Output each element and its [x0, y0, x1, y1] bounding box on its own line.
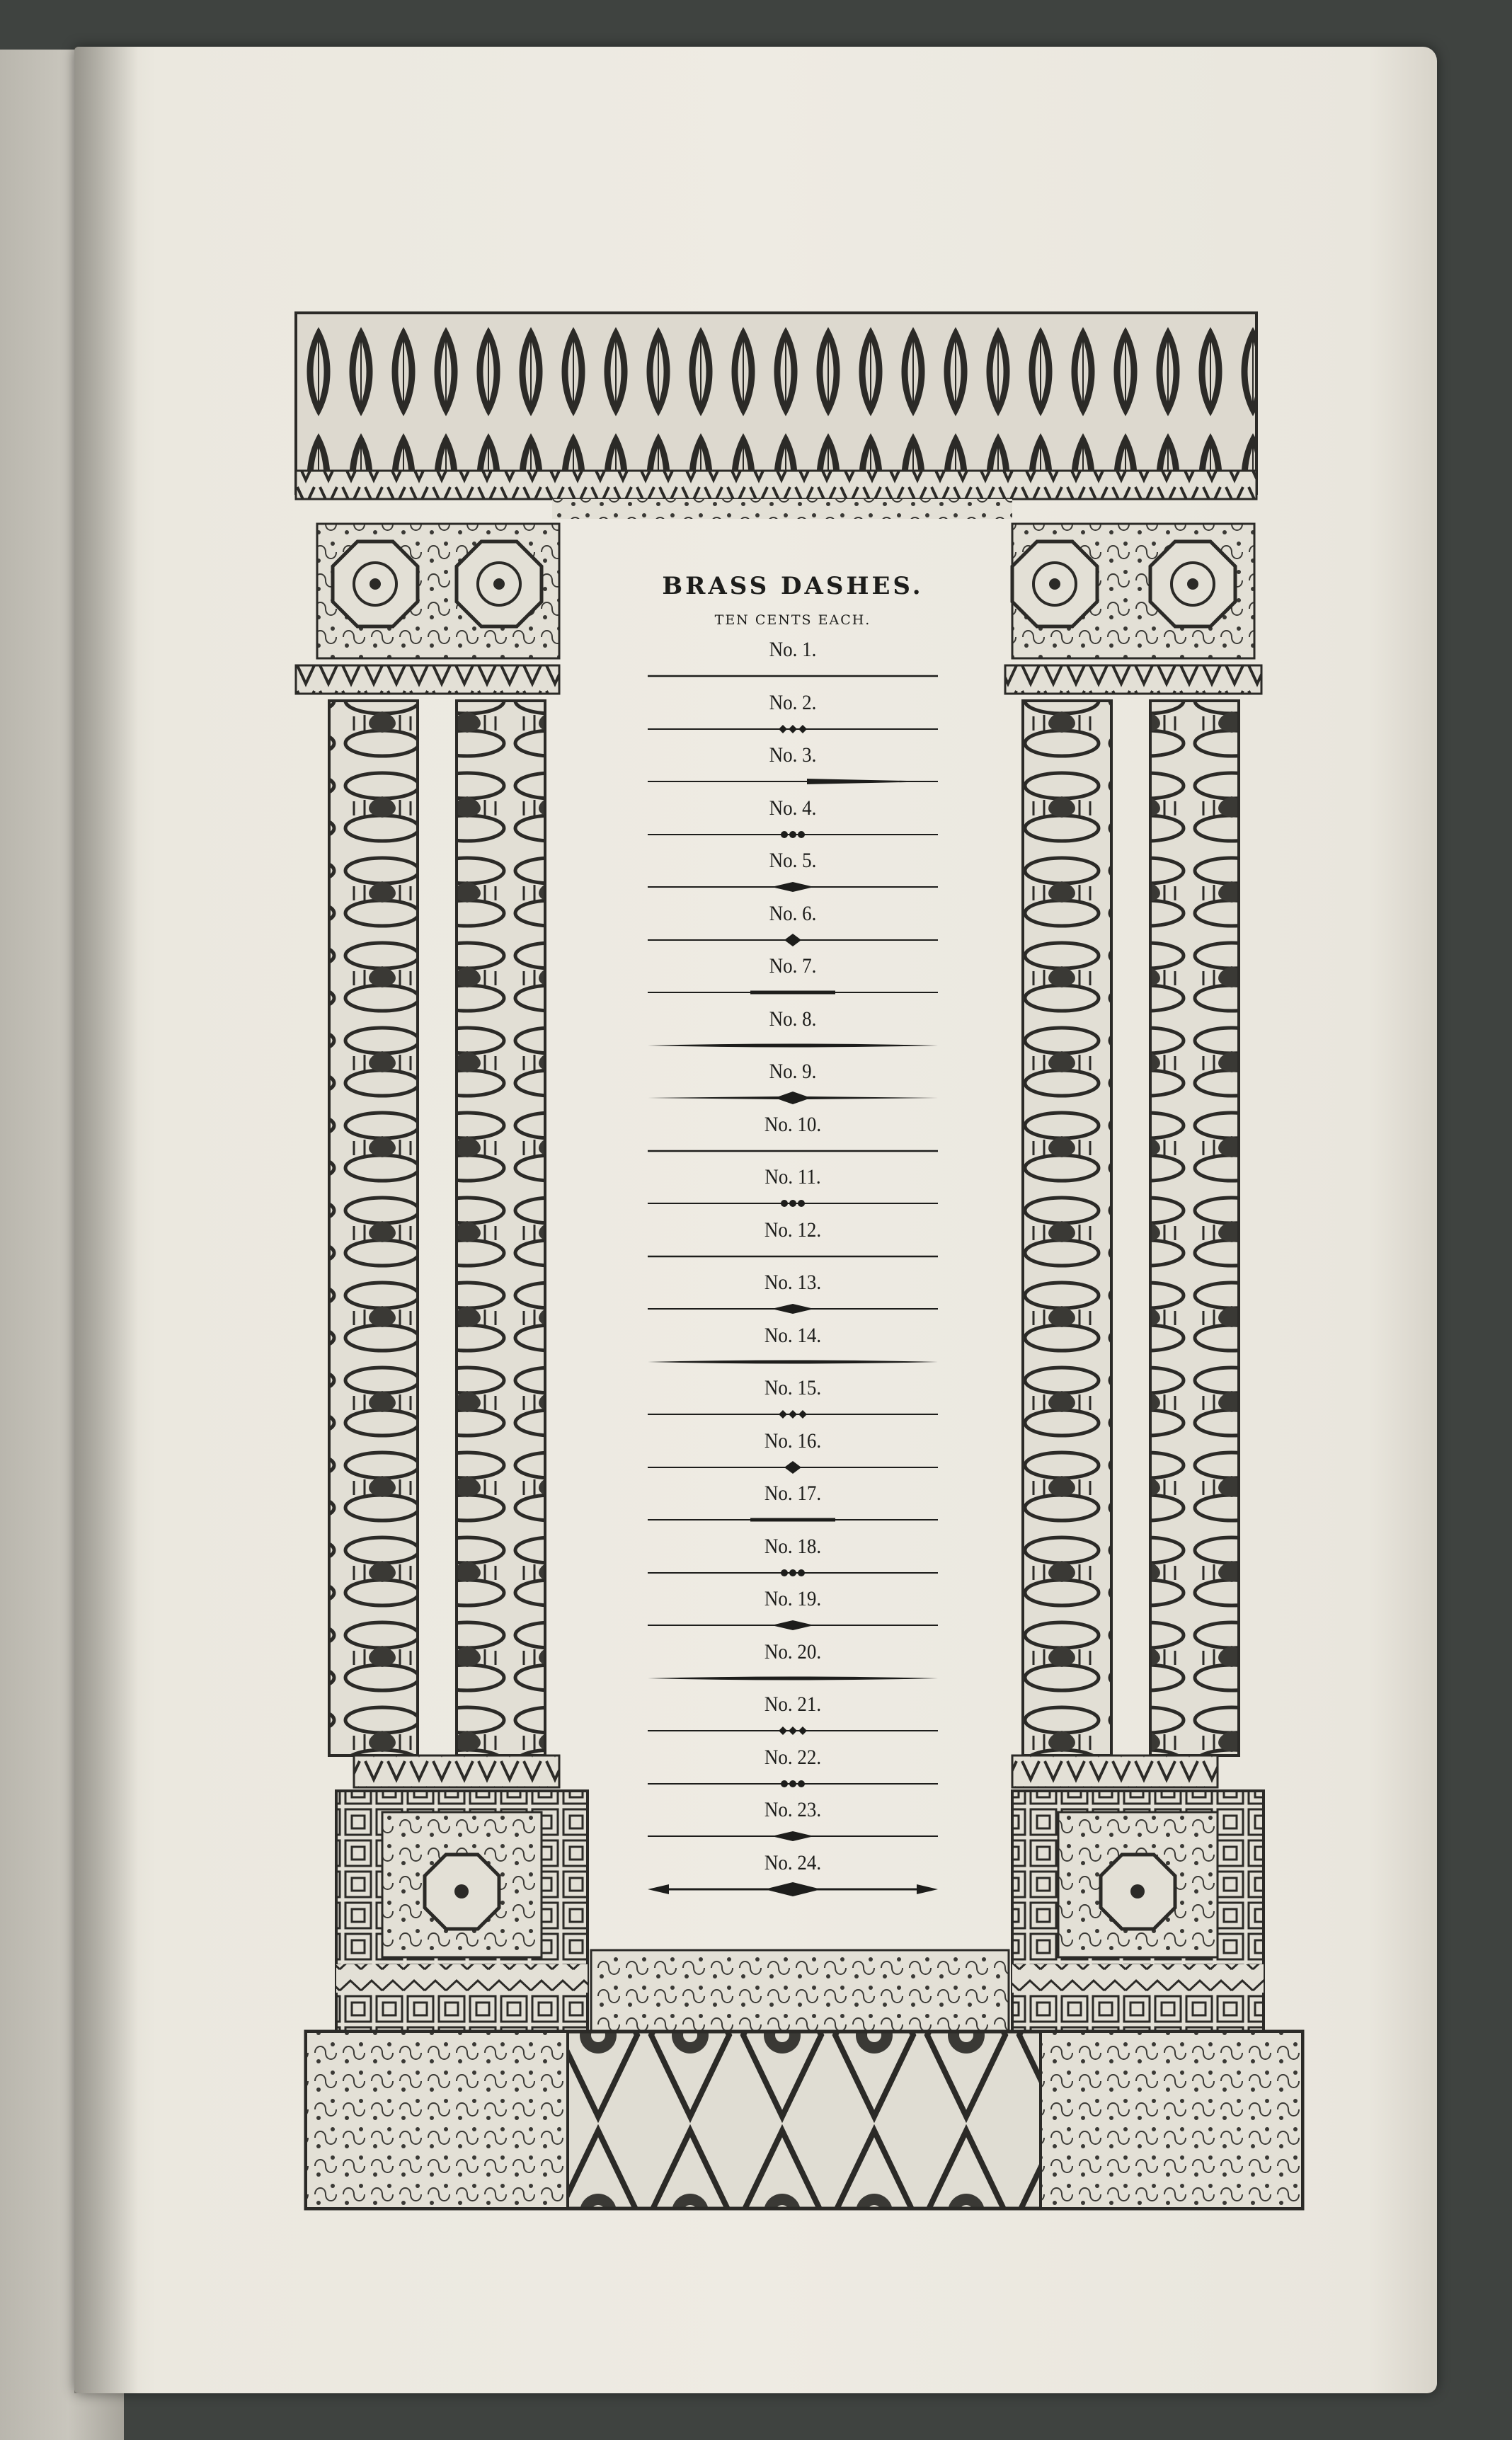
dash-rule: [641, 1879, 945, 1900]
dash-entry: [609, 1109, 977, 1162]
dash-rule: [641, 1457, 945, 1478]
dash-entry: [609, 687, 977, 740]
dash-entry: [609, 1583, 977, 1637]
dash-rule: [641, 1246, 945, 1267]
dash-rule: [641, 1509, 945, 1530]
dash-rule: [641, 1140, 945, 1162]
right-rosette-1: [1012, 542, 1097, 626]
top-frieze-scroll: [552, 499, 1012, 519]
page-title: BRASS DASHES.: [662, 572, 924, 600]
dash-entry: [609, 1215, 977, 1268]
dash-rule: [641, 718, 945, 740]
dash-number-label: No. 4.: [769, 796, 817, 820]
dash-number-label: No. 12.: [764, 1218, 822, 1242]
price-subtitle: TEN CENTS EACH.: [714, 612, 871, 628]
dash-number-label: No. 17.: [764, 1482, 822, 1505]
dash-entry: [609, 1794, 977, 1848]
dash-number-label: No. 24.: [764, 1850, 822, 1874]
dash-number-label: No. 16.: [764, 1428, 822, 1453]
dash-rule: [641, 1193, 945, 1214]
dash-number-label: No. 11.: [764, 1165, 821, 1189]
dash-rule: [641, 1404, 945, 1425]
dash-number-label: No. 13.: [764, 1271, 822, 1294]
dash-number-label: No. 5.: [769, 849, 817, 872]
left-pedestal-zigzag: [336, 1964, 588, 1993]
dash-rule: [641, 824, 945, 845]
left-pedestal-rosette: [425, 1855, 499, 1929]
dash-entry: [609, 845, 977, 898]
dash-number-label: No. 10.: [764, 1112, 822, 1136]
dash-catalog: [609, 559, 977, 1947]
dash-rule: [641, 982, 945, 1003]
dash-entry: [609, 793, 977, 846]
dash-number-label: No. 1.: [769, 638, 817, 661]
dash-entry: [609, 898, 977, 951]
dash-entry: [609, 951, 977, 1004]
right-pedestal-zigzag: [1012, 1964, 1264, 1993]
dash-number-label: No. 22.: [764, 1745, 822, 1769]
dash-number-label: No. 21.: [764, 1692, 822, 1716]
bottom-center-ornament: [591, 1950, 1009, 2032]
dash-list: [609, 634, 977, 1900]
dash-number-label: No. 8.: [769, 1007, 817, 1031]
dash-number-label: No. 2.: [769, 690, 817, 714]
base-band-right-foliage: [1041, 2032, 1302, 2209]
dash-entry: [609, 1742, 977, 1795]
dash-rule: [641, 665, 945, 687]
dash-number-label: No. 15.: [764, 1376, 822, 1399]
dash-rule: [641, 876, 945, 898]
dash-entry: [609, 634, 977, 687]
dash-entry: [609, 1373, 977, 1426]
dash-rule: [641, 1351, 945, 1373]
dash-rule: [641, 1773, 945, 1794]
dash-number-label: No. 20.: [764, 1639, 822, 1663]
right-pedestal-rosette: [1101, 1855, 1175, 1929]
left-column-outer: [329, 701, 418, 1755]
dash-number-label: No. 3.: [769, 743, 817, 767]
dash-number-label: No. 9.: [769, 1060, 817, 1083]
dash-entry: [609, 1267, 977, 1320]
dash-rule: [641, 1615, 945, 1636]
dash-number-label: No. 6.: [769, 901, 817, 925]
dash-entry: [609, 1056, 977, 1109]
dash-entry: [609, 1689, 977, 1742]
left-rosette-2: [457, 542, 542, 626]
dash-entry: [609, 1320, 977, 1373]
dash-rule: [641, 1562, 945, 1583]
dash-rule: [641, 1298, 945, 1319]
left-column-inner: [457, 701, 545, 1755]
right-column-outer: [1150, 701, 1239, 1755]
top-frieze: [296, 313, 1256, 493]
dash-rule: [641, 929, 945, 951]
dash-entry: [609, 1637, 977, 1690]
dash-entry: [609, 1478, 977, 1531]
base-band-left-foliage: [306, 2032, 568, 2209]
dash-rule: [641, 771, 945, 792]
dash-entry: [609, 1426, 977, 1479]
dash-entry: [609, 1848, 977, 1901]
dash-number-label: No. 19.: [764, 1587, 822, 1610]
right-column-inner: [1023, 701, 1111, 1755]
dash-entry: [609, 1162, 977, 1215]
dash-rule: [641, 1087, 945, 1109]
right-rosette-2: [1150, 542, 1235, 626]
left-capital-band: [296, 665, 559, 694]
left-rosette-1: [333, 542, 418, 626]
right-capital-band: [1005, 665, 1261, 694]
left-column-foot: [354, 1755, 559, 1787]
dash-rule: [641, 1035, 945, 1056]
dash-rule: [641, 1720, 945, 1741]
dash-number-label: No. 7.: [769, 954, 817, 978]
dash-entry: [609, 1004, 977, 1057]
dash-number-label: No. 14.: [764, 1323, 822, 1347]
right-column-foot: [1012, 1755, 1218, 1787]
dash-rule: [641, 1668, 945, 1689]
dash-entry: [609, 740, 977, 793]
dash-rule: [641, 1826, 945, 1847]
dash-number-label: No. 18.: [764, 1534, 822, 1558]
dash-entry: [609, 1531, 977, 1584]
top-frieze-base: [296, 471, 1256, 499]
dash-number-label: No. 23.: [764, 1798, 822, 1821]
